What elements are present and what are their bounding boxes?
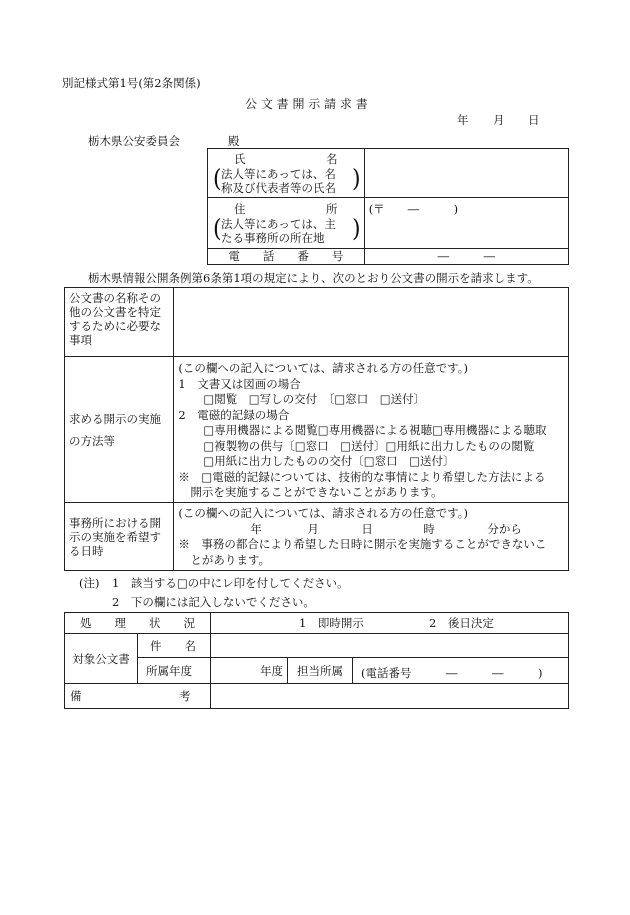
intro-text: 栃木県情報公開条例第6条第1項の規定により、次のとおり公文書の開示を請求します。 [88, 271, 539, 285]
address-note-1: 法人等にあっては、主 [221, 217, 336, 231]
schedule-month: 月 [307, 521, 319, 536]
schedule-label-2: 示の実施を希望す [69, 529, 161, 544]
status-option-2: 2 後日決定 [429, 616, 494, 630]
name-label-1: 氏 [234, 152, 246, 166]
method-note: 開示を実施することができないことがあります。 [190, 485, 443, 499]
note-1: 1 該当する□の中にレ印を付してください。 [112, 576, 349, 590]
schedule-note-2: とがあります。 [190, 552, 271, 567]
method-line[interactable]: □用紙に出力したものの交付〔□窓口 □送付〕 [203, 454, 455, 468]
date-month: 月 [493, 113, 505, 127]
document-label-4: 事項 [69, 333, 92, 347]
subject-label: 件 名 [150, 638, 196, 653]
status-option-1: 1 即時開示 [299, 616, 364, 630]
document-label-cell [65, 288, 174, 357]
bracket-right: ) [352, 215, 361, 244]
method-label-2: の方法等 [69, 433, 115, 448]
remarks-input-cell[interactable] [211, 684, 569, 709]
fiscal-year-input-cell[interactable] [211, 658, 288, 684]
remarks-label-1: 備 [70, 689, 82, 703]
schedule-minute: 分から [487, 521, 522, 536]
bracket-right: ) [352, 165, 361, 194]
main-table [64, 287, 569, 571]
schedule-day: 日 [361, 521, 373, 536]
method-label-1: 求める開示の実施 [69, 411, 161, 426]
name-note-1: 法人等にあっては、名 [221, 167, 336, 181]
status-label-cell [65, 613, 211, 634]
document-label-2: 他の公文書を特定 [69, 305, 161, 319]
remarks-label-cell [65, 684, 211, 709]
schedule-date-row [178, 522, 568, 538]
address-label-1: 住 [234, 202, 246, 216]
name-input-cell[interactable] [364, 149, 568, 198]
method-line[interactable]: □閲覧 □写しの交付 〔□窓口 □送付〕 [203, 392, 426, 406]
method-note: ※ □電磁的記録については、技術的な事情により希望した方法による [178, 469, 546, 484]
schedule-label-3: る日時 [69, 543, 104, 558]
form-number: 別記様式第1号(第2条関係) [62, 76, 201, 90]
document-label-3: するために必要な [69, 319, 161, 333]
document-label-1: 公文書の名称その [69, 291, 161, 305]
form-title: 公 文 書 開 示 請 求 書 [245, 97, 368, 111]
address-input-cell[interactable] [364, 198, 568, 249]
postal-code: (〒 ― ) [368, 202, 459, 216]
bracket-left: ( [213, 215, 222, 244]
note-prefix: (注) [79, 576, 100, 590]
address-note-2: たる事務所の所在地 [221, 231, 325, 245]
phone-input-cell[interactable] [364, 249, 568, 265]
date-year: 年 [457, 113, 469, 127]
status-label: 処 理 状 況 [80, 616, 195, 630]
honorific: 殿 [228, 134, 240, 148]
method-label-cell [65, 357, 174, 503]
name-note-2: 称及び代表者等の氏名 [221, 181, 336, 195]
phone-label-cell [208, 249, 365, 265]
schedule-input-cell[interactable] [174, 503, 569, 571]
name-label-cell [208, 149, 365, 198]
method-line[interactable]: □複製物の供与〔□窓口 □送付〕□用紙に出力したものの閲覧 [203, 438, 535, 453]
dept-label-cell [288, 658, 353, 684]
name-label-2: 名 [326, 152, 338, 166]
requester-table [207, 148, 569, 265]
schedule-label-1: 事務所における開 [69, 515, 161, 530]
method-line: 2 電磁的記録の場合 [178, 407, 290, 422]
addressee: 栃木県公安委員会 [88, 134, 180, 148]
date-day: 日 [528, 113, 540, 127]
remarks-label-2: 考 [179, 689, 191, 703]
office-table [64, 612, 569, 709]
target-label: 対象公文書 [72, 651, 130, 666]
status-options-cell [211, 613, 569, 634]
fiscal-year-label: 所属年度 [146, 663, 192, 678]
method-line: (この欄への記入については、請求される方の任意です。) [178, 361, 468, 375]
phone-label: 電 話 番 号 [228, 249, 344, 263]
address-label-2: 所 [326, 202, 338, 216]
bracket-left: ( [213, 165, 222, 194]
method-options-cell [174, 357, 569, 503]
dept-phone-note: (電話番号 ― ― ) [361, 666, 543, 680]
address-label-cell [208, 198, 365, 249]
method-line: 1 文書又は図画の場合 [178, 376, 301, 391]
year-suffix: 年度 [260, 663, 283, 678]
target-label-cell [65, 634, 138, 684]
phone-value: ― ― [437, 249, 496, 263]
note-2: 2 下の欄には記入しないでください。 [112, 595, 315, 609]
document-input-cell[interactable] [174, 288, 569, 357]
schedule-note-top: (この欄への記入については、請求される方の任意です。) [178, 506, 468, 520]
schedule-hour: 時 [423, 521, 435, 536]
fiscal-year-label-cell [138, 658, 211, 684]
method-line[interactable]: □専用機器による閲覧□専用機器による視聴□専用機器による聴取 [203, 423, 547, 437]
subject-label-cell [138, 634, 211, 658]
schedule-note-1: ※ 事務の都合により希望した日時に開示を実施することができないこ [178, 537, 547, 551]
dept-input-cell[interactable] [353, 658, 569, 684]
schedule-label-cell [65, 503, 174, 571]
dept-label: 担当所属 [297, 663, 343, 678]
schedule-year: 年 [250, 521, 262, 536]
subject-input-cell[interactable] [211, 634, 569, 658]
